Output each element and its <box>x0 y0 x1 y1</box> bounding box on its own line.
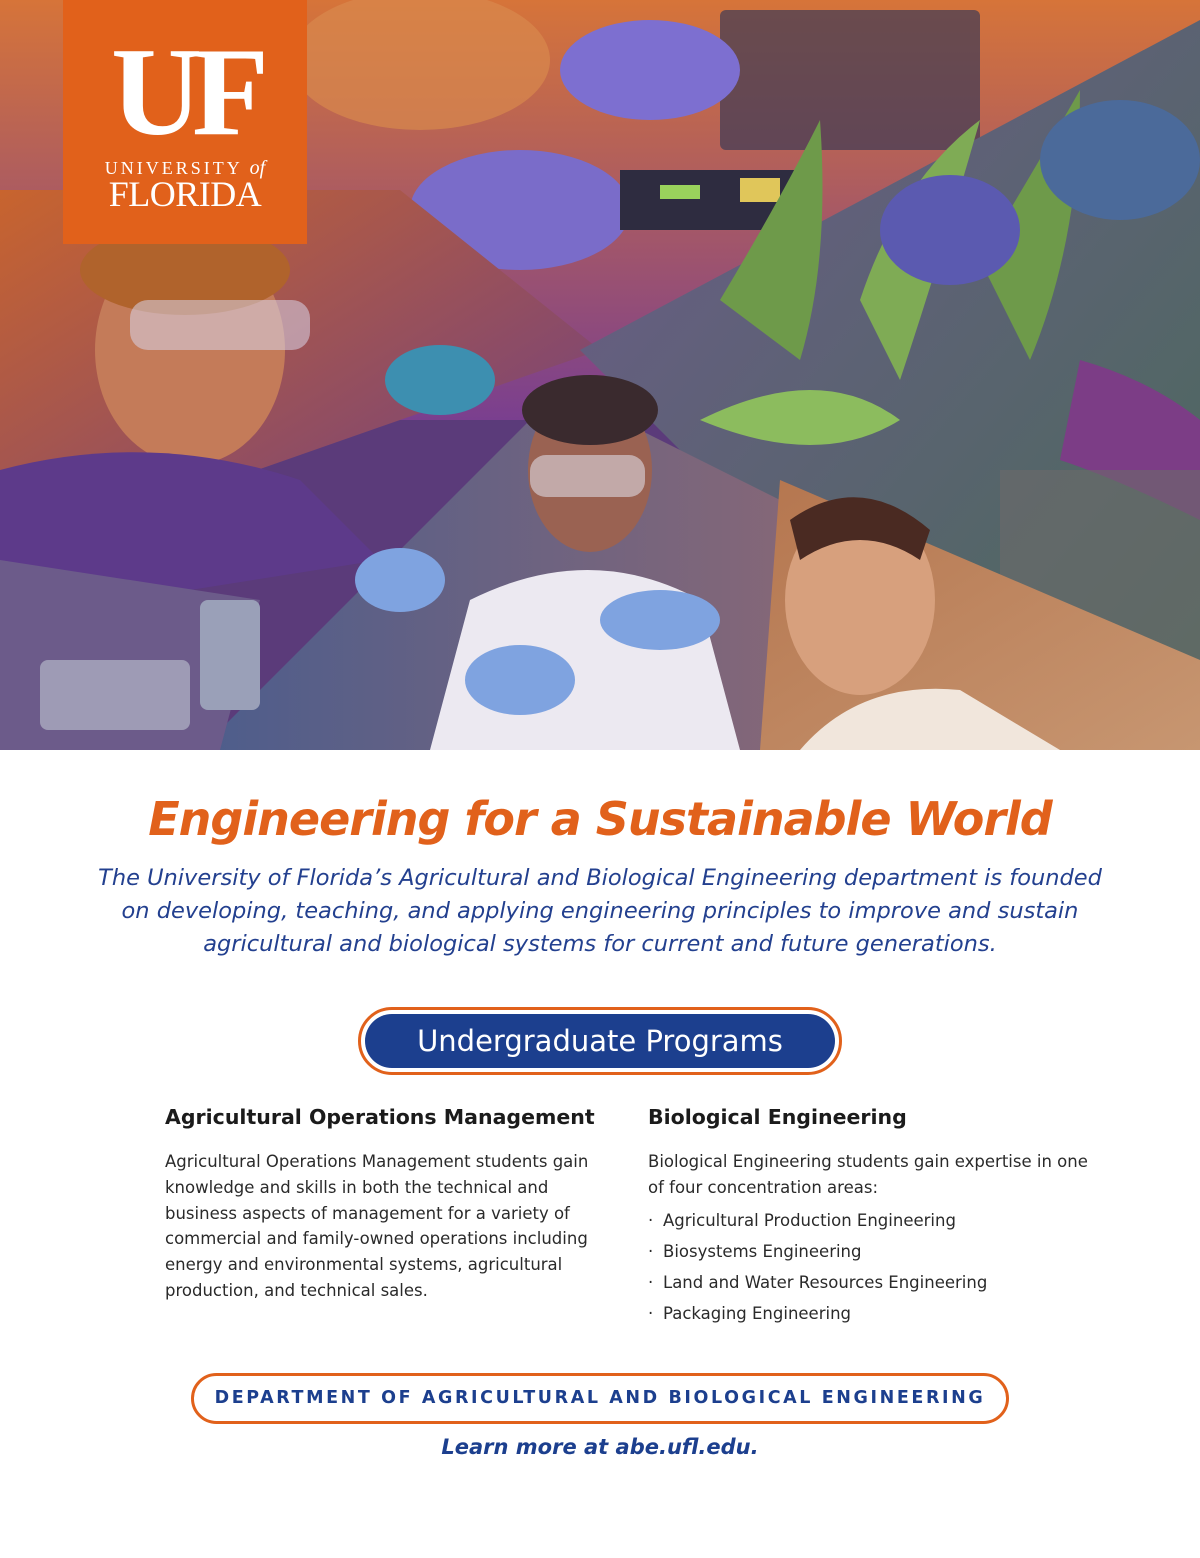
bullet-icon: · <box>648 1241 654 1261</box>
uf-logo[interactable] <box>63 0 307 244</box>
bullet-icon: · <box>648 1272 654 1292</box>
logo-florida-text: FLORIDA <box>108 174 262 214</box>
undergraduate-programs-label: Undergraduate Programs <box>365 1014 835 1068</box>
logo-university-word: UNIVERSITY <box>104 158 243 178</box>
list-item-label: Biosystems Engineering <box>663 1241 862 1261</box>
program-description: Biological Engineering students gain expertise in one of four concentration areas: <box>648 1152 1088 1197</box>
logo-uf-letters: UF <box>111 23 259 162</box>
list-item-label: Agricultural Production Engineering <box>663 1210 956 1230</box>
mission-statement: The University of Florida’s Agricultural and Biological Engineering department is founded on developing, teaching, and applying engineering principles to improve and sustain agricultural and biological systems for current and future generations. <box>98 865 1102 957</box>
list-item <box>648 1298 1098 1329</box>
concentration-list <box>648 1205 1098 1329</box>
lab-equipment-photo <box>0 560 260 750</box>
list-item <box>648 1205 1098 1236</box>
hero-photo-collage <box>0 0 1200 750</box>
logo-of-word: of <box>249 157 266 179</box>
list-item <box>648 1267 1098 1298</box>
program-heading: Biological Engineering <box>648 1105 907 1129</box>
program-agricultural-operations <box>165 1105 615 1304</box>
bullet-icon: · <box>648 1210 654 1230</box>
department-banner: DEPARTMENT OF AGRICULTURAL AND BIOLOGICAL ENGINEERING <box>191 1373 1009 1424</box>
bullet-icon: · <box>648 1303 654 1323</box>
page-title: Engineering for a Sustainable World <box>148 792 1052 846</box>
program-description: Agricultural Operations Management students gain knowledge and skills in both the technical and business aspects of management for a variety of commercial and family-owned operations including energy and environmental systems, agricultural production, and technical sales. <box>165 1152 589 1300</box>
program-biological-engineering <box>648 1105 1098 1329</box>
program-heading: Agricultural Operations Management <box>165 1105 595 1129</box>
undergraduate-programs-button[interactable] <box>358 1007 842 1075</box>
list-item-label: Land and Water Resources Engineering <box>663 1272 988 1292</box>
list-item <box>648 1236 1098 1267</box>
list-item-label: Packaging Engineering <box>663 1303 852 1323</box>
learn-more-link[interactable]: Learn more at abe.ufl.edu. <box>441 1435 759 1459</box>
